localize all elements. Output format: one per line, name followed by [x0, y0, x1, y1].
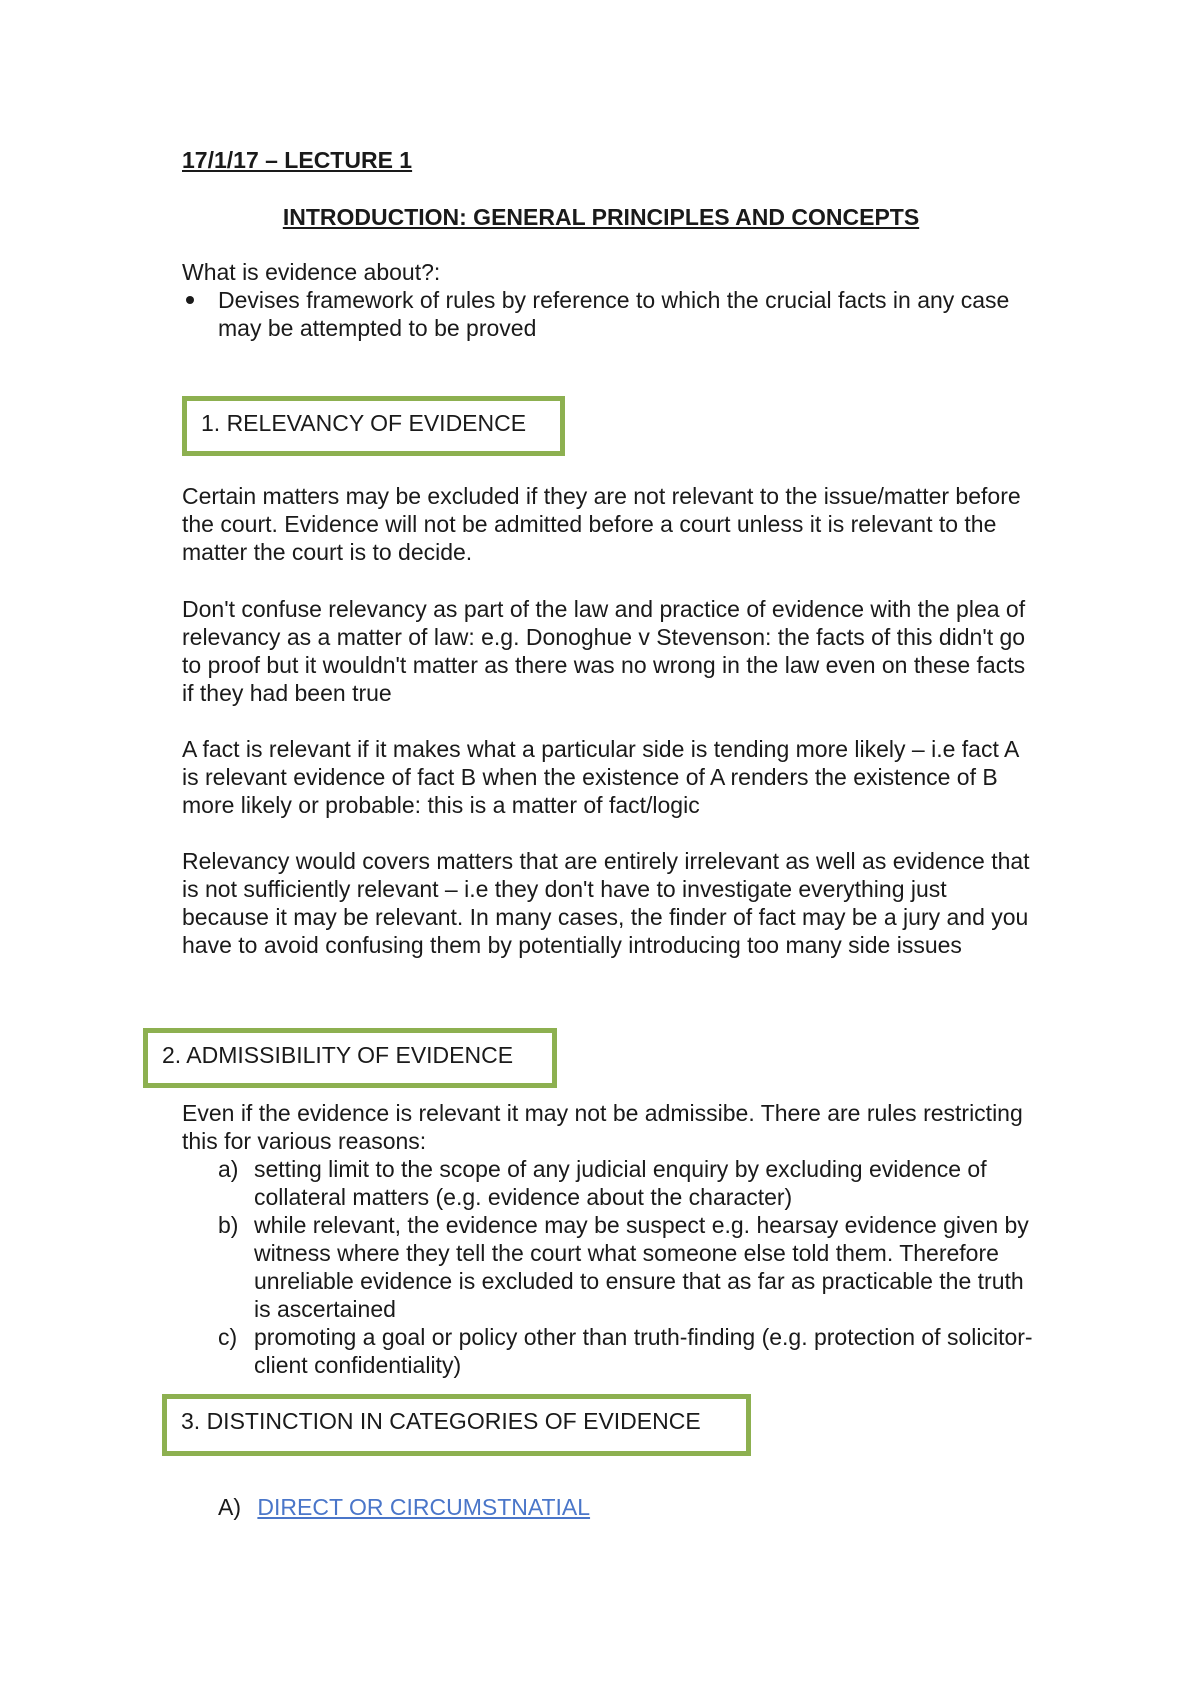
category-item: [218, 1493, 590, 1521]
direct-or-circumstantial-link[interactable]: DIRECT OR CIRCUMSTNATIAL: [257, 1494, 591, 1520]
section-heading-admissibility: 2. ADMISSIBILITY OF EVIDENCE: [162, 1042, 514, 1068]
relevancy-paragraph-2: Don't confuse relevancy as part of the law and practice of evidence with the plea of relevancy as a matter of law: e.g. Donoghue v Stevenson: the facts of this didn't go to proof but it wouldn't matter as there was no wrong in the law even on these facts if they had been true: [182, 596, 1026, 706]
list-marker: A): [218, 1494, 241, 1520]
list-item: [182, 1211, 1042, 1323]
section-heading-categories: 3. DISTINCTION IN CATEGORIES OF EVIDENCE: [181, 1408, 701, 1434]
section-heading-box-relevancy: [182, 396, 565, 456]
relevancy-paragraph-1: Certain matters may be excluded if they are not relevant to the issue/matter before the court. Evidence will not be admitted before a court unless it is relevant to the matter the court is to decide.: [182, 483, 1021, 565]
list-item-text: promoting a goal or policy other than truth-finding (e.g. protection of solicitor-client confidentiality): [254, 1324, 1033, 1378]
relevancy-paragraph-4: Relevancy would covers matters that are entirely irrelevant as well as evidence that is not sufficiently relevant – i.e they don't have to investigate everything just because it may be relevant. In many cases, the finder of fact may be a jury and you have to avoid confusing them by potentially introducing too many side issues: [182, 848, 1030, 958]
section-heading-box-categories: [162, 1394, 751, 1456]
list-item-text: Devises framework of rules by reference to which the crucial facts in any case may be attempted to be proved: [218, 287, 1010, 341]
relevancy-paragraph-3: A fact is relevant if it makes what a particular side is tending more likely – i.e fact A is relevant evidence of fact B when the existence of A renders the existence of B more likely or probable: this is a matter of fact/logic: [182, 736, 1019, 818]
list-item: [182, 1323, 1042, 1379]
list-item: [182, 1155, 1042, 1211]
section-heading-relevancy: 1. RELEVANCY OF EVIDENCE: [201, 410, 527, 436]
list-item-text: while relevant, the evidence may be suspect e.g. hearsay evidence given by witness where they tell the court what someone else told them. Therefore unreliable evidence is excluded to ensure that as far as practicable the truth is ascertained: [254, 1212, 1029, 1322]
intro-question: What is evidence about?:: [182, 259, 441, 285]
admissibility-reasons-list: [182, 1155, 1042, 1379]
list-marker: a): [218, 1156, 239, 1182]
list-marker: c): [218, 1324, 238, 1350]
page-title: INTRODUCTION: GENERAL PRINCIPLES AND CONCEPTS: [282, 204, 920, 230]
list-item-text: setting limit to the scope of any judicial enquiry by excluding evidence of collateral matters (e.g. evidence about the character): [254, 1156, 987, 1210]
lecture-heading: 17/1/17 – LECTURE 1: [182, 147, 413, 173]
section-heading-box-admissibility: [143, 1028, 557, 1088]
intro-bullet-list: [182, 286, 1032, 342]
list-marker: b): [218, 1212, 239, 1238]
admissibility-intro: Even if the evidence is relevant it may not be admissibe. There are rules restricting this for various reasons:: [182, 1100, 1023, 1154]
bullet-icon: [186, 296, 194, 304]
list-item: [182, 286, 1032, 342]
